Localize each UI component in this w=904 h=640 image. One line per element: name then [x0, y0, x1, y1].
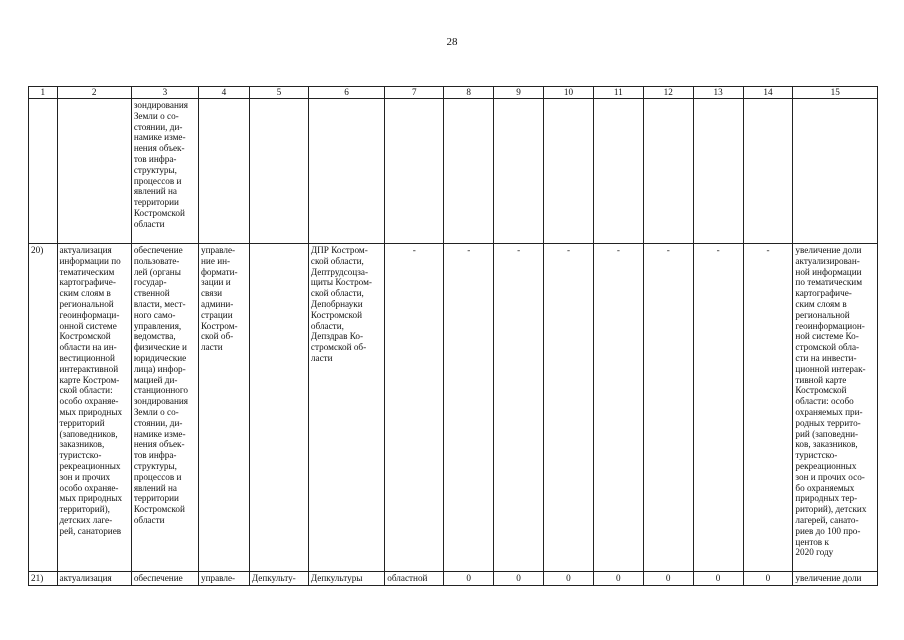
table-cell — [643, 99, 693, 244]
column-header: 8 — [444, 87, 494, 99]
table-cell: - — [544, 244, 594, 572]
table-cell — [444, 99, 494, 244]
table-cell — [793, 99, 878, 244]
table-cell: зондирования Земли о со- стоянии, ди- намике изме- нения объек- тов инфра- структуры, процессов и явлений на территории Костромской области — [131, 99, 198, 244]
table-cell: Депкульту- — [249, 572, 308, 586]
table-cell: управле- — [198, 572, 249, 586]
table-cell: - — [494, 244, 544, 572]
table-row — [29, 99, 878, 244]
data-table — [28, 86, 878, 586]
table-cell: 0 — [643, 572, 693, 586]
table-cell: обеспечение пользовате- лей (органы государ- ственной власти, мест- ного само- управления, ведомства, физические и юридические лица) инфор- мацией ди- станционного зондирования Земли о со- стоянии, ди- намике изме- нения объек- тов инфра- структуры, процессов и явлений на территории Костромской области — [131, 244, 198, 572]
table-cell: - — [444, 244, 494, 572]
column-header: 11 — [593, 87, 643, 99]
column-header: 6 — [308, 87, 384, 99]
table-cell: 0 — [693, 572, 743, 586]
table-cell — [198, 99, 249, 244]
table-cell: увеличение доли актуализирован- ной информации по тематическим картографиче- ским слоям в региональной геоинформацион- ной системе Ко- стромской обла- сти на инвести- ционной интерак- тивной карте Костромской области: особо охраняемых при- родных террито- рий (заповедни- ков, заказников, туристско- рекреационных зон и прочих осо- бо охраняемых природных тер- риторий), детских лагерей, санато- риев до 100 про- центов к 2020 году — [793, 244, 878, 572]
table-cell: 20) — [29, 244, 58, 572]
table-cell — [544, 99, 594, 244]
table-cell: управле- ние ин- формати- зации и связи админи- страции Костром- ской об- ласти — [198, 244, 249, 572]
table-cell: ДПР Костром- ской области, Дептрудсоцза- щиты Костром- ской области, Депобрнауки Костромской области, Депздрав Ко- стромской об- ласти — [308, 244, 384, 572]
table-cell: увеличение доли — [793, 572, 878, 586]
table-cell: - — [743, 244, 793, 572]
table-row — [29, 572, 878, 586]
column-header: 3 — [131, 87, 198, 99]
column-header: 15 — [793, 87, 878, 99]
table-cell — [693, 99, 743, 244]
table-cell: 21) — [29, 572, 58, 586]
table-cell: 0 — [494, 572, 544, 586]
table-cell — [57, 99, 131, 244]
column-header: 4 — [198, 87, 249, 99]
header-row — [29, 87, 878, 99]
table-cell: - — [693, 244, 743, 572]
column-header: 13 — [693, 87, 743, 99]
page-number: 28 — [446, 36, 458, 48]
table-cell — [743, 99, 793, 244]
table-cell: - — [643, 244, 693, 572]
column-header: 12 — [643, 87, 693, 99]
table-cell — [593, 99, 643, 244]
table-cell: - — [385, 244, 444, 572]
column-header: 1 — [29, 87, 58, 99]
table-cell: актуализация — [57, 572, 131, 586]
table-cell — [308, 99, 384, 244]
table-cell — [494, 99, 544, 244]
column-header: 5 — [249, 87, 308, 99]
table-cell — [29, 99, 58, 244]
table-cell: 0 — [544, 572, 594, 586]
table-cell: Депкультуры — [308, 572, 384, 586]
table-row — [29, 244, 878, 572]
table-cell — [385, 99, 444, 244]
column-header: 7 — [385, 87, 444, 99]
table-cell — [249, 244, 308, 572]
table-cell — [249, 99, 308, 244]
table-cell: 0 — [444, 572, 494, 586]
table-cell: 0 — [593, 572, 643, 586]
table-cell: - — [593, 244, 643, 572]
table-cell: обеспечение — [131, 572, 198, 586]
column-header: 9 — [494, 87, 544, 99]
table-cell: актуализация информации по тематическим картографиче- ским слоям в региональной геоинформаци- онной системе Костромской области на ин- вестиционной интерактивной карте Костром- ской области: особо охраняе- мых природных территорий (заповедников, заказников, туристско- рекреационных зон и прочих особо охраняе- мых природных территорий), детских лаге- рей, санаториев — [57, 244, 131, 572]
column-header: 14 — [743, 87, 793, 99]
table-cell: 0 — [743, 572, 793, 586]
column-header: 10 — [544, 87, 594, 99]
table-cell: областной — [385, 572, 444, 586]
column-header: 2 — [57, 87, 131, 99]
